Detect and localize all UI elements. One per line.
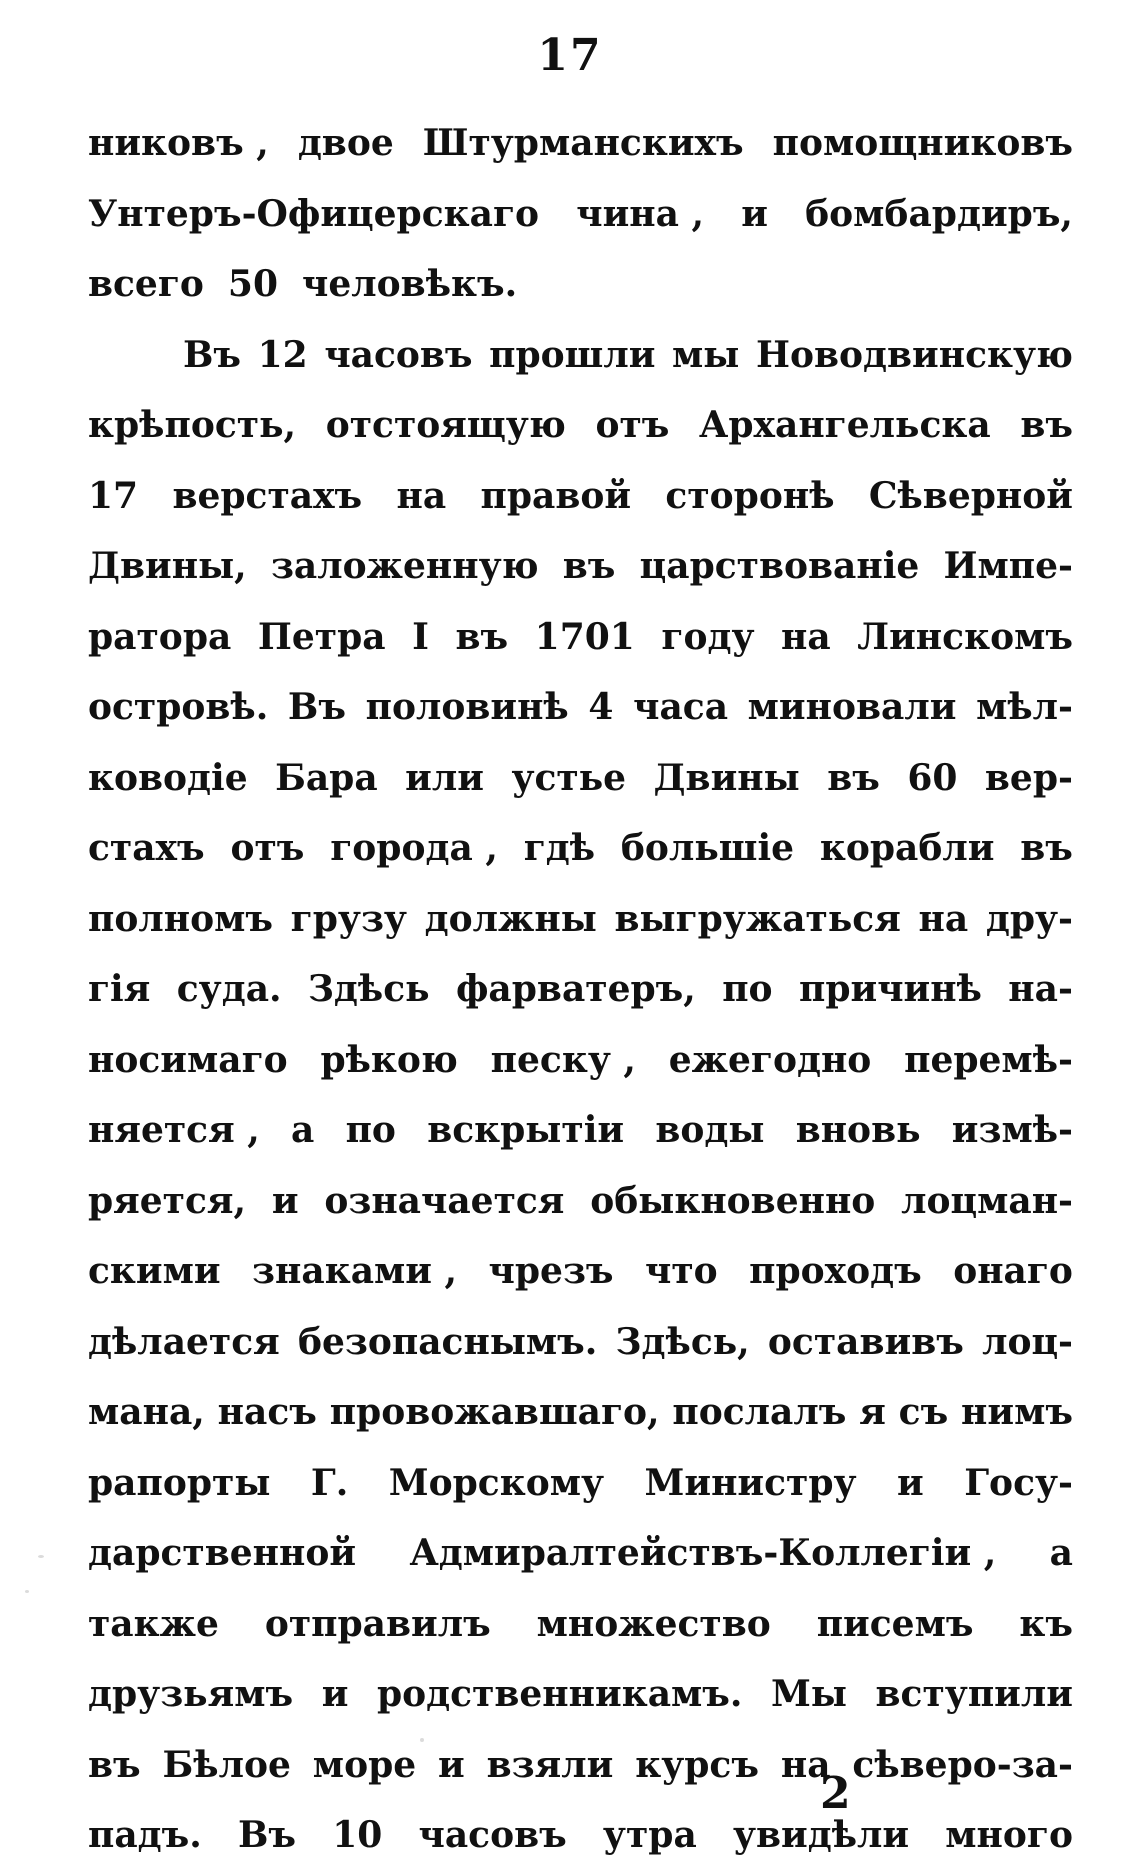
body-text [88, 108, 1073, 1871]
word: скими [88, 1250, 221, 1292]
word: я [859, 1391, 886, 1433]
text-line [88, 1025, 1073, 1096]
word: Въ [238, 1814, 297, 1856]
word: Г. [310, 1461, 349, 1504]
word: вскрытіи [427, 1109, 625, 1151]
page-number: 17 [537, 30, 603, 81]
word: заложенную [270, 545, 539, 587]
word: оставивъ [767, 1320, 964, 1363]
word: никовъ , [88, 122, 269, 164]
word: и [897, 1461, 924, 1504]
word: 50 [227, 263, 279, 305]
word: верстахъ [172, 474, 363, 517]
word: проходъ [749, 1250, 922, 1292]
word: море [312, 1743, 417, 1786]
word: друзьямъ [88, 1673, 294, 1715]
word: Госу- [964, 1461, 1073, 1504]
word: чрезъ [488, 1250, 614, 1292]
word: множество [536, 1602, 771, 1645]
word: Морскому [388, 1461, 605, 1504]
word: часовъ [418, 1814, 567, 1856]
word: Импе- [943, 545, 1073, 587]
word: ряется, [88, 1179, 247, 1222]
text-line [88, 390, 1073, 461]
text-line [88, 884, 1073, 955]
word: сторонѣ [665, 474, 835, 517]
word: на [781, 615, 831, 658]
word: суда. [176, 968, 282, 1010]
text-line [88, 1377, 1073, 1448]
word: Бара [275, 756, 378, 799]
word: вступили [875, 1673, 1073, 1715]
word: лоц- [982, 1320, 1073, 1363]
word: или [405, 756, 484, 799]
print-speck [25, 1590, 29, 1593]
word: Мы [771, 1673, 847, 1715]
word: сѣверо-за- [852, 1743, 1073, 1786]
word: няется , [88, 1109, 260, 1151]
word: Здѣсь, [615, 1320, 750, 1363]
word: ководіе [88, 756, 248, 799]
word: мы [672, 333, 740, 376]
text-line [88, 1659, 1073, 1730]
word: мана, [88, 1391, 205, 1433]
word: въ [1020, 827, 1073, 869]
text-line [88, 320, 1073, 391]
word: обыкновенно [590, 1179, 876, 1222]
word: дарственной [88, 1532, 357, 1574]
word: курсъ [635, 1743, 759, 1786]
word: Бѣлое [162, 1743, 291, 1786]
word: по [722, 968, 773, 1010]
text-line [88, 743, 1073, 814]
word: Петра [257, 615, 386, 658]
text-line [88, 1589, 1073, 1660]
word: часа [633, 686, 729, 728]
text-line [88, 461, 1073, 532]
word: 17 [88, 474, 139, 517]
word: чина , [576, 192, 705, 235]
word: Адмиралтействъ-Коллегіи , [409, 1532, 997, 1574]
word: ратора [88, 615, 232, 658]
word: съ [898, 1391, 949, 1433]
word: 4 [588, 686, 614, 728]
word: въ [1020, 404, 1073, 446]
word: провожавшаго, [329, 1391, 660, 1433]
word: носимаго [88, 1038, 288, 1081]
word: всего [88, 263, 204, 305]
text-line [88, 1166, 1073, 1237]
word: онаго [953, 1250, 1073, 1292]
word: Архангельска [699, 404, 991, 446]
word: Министру [644, 1461, 857, 1504]
word: Штурманскихъ [422, 122, 744, 164]
text-line [88, 179, 1073, 250]
word: 1701 [534, 615, 635, 658]
text-line [88, 1800, 1073, 1871]
word: въ [88, 1743, 141, 1786]
word: должны [424, 897, 597, 940]
word: Двины [653, 756, 800, 799]
word: грузу [290, 897, 407, 940]
text-line [88, 813, 1073, 884]
word: полномъ [88, 897, 273, 940]
word: причинѣ [798, 968, 982, 1010]
word: по [345, 1109, 396, 1151]
text-line [88, 954, 1073, 1025]
word: 60 [907, 756, 958, 799]
word: знаками , [252, 1250, 458, 1292]
word: насъ [217, 1391, 317, 1433]
word: и [741, 192, 768, 235]
word: Въ [183, 333, 242, 376]
word: Двины, [88, 545, 247, 587]
word: Здѣсь [307, 968, 430, 1010]
word: и [438, 1743, 465, 1786]
word: правой [480, 474, 632, 517]
word: бомбардиръ, [805, 192, 1073, 235]
word: дру- [985, 897, 1073, 940]
word: помощниковъ [772, 122, 1073, 164]
word: Унтеръ-Офицерскаго [88, 192, 540, 235]
word: лоцман- [901, 1179, 1073, 1222]
text-line [88, 1518, 1073, 1589]
word: вновь [795, 1109, 921, 1151]
word: на [918, 897, 969, 940]
word: человѣкъ. [302, 263, 518, 305]
word: писемъ [816, 1602, 974, 1645]
text-line [88, 1448, 1073, 1519]
word: въ [827, 756, 880, 799]
word: песку , [490, 1038, 636, 1081]
word: рапорты [88, 1461, 271, 1504]
word: двое [297, 122, 394, 164]
word: половинѣ [365, 686, 569, 728]
word: островѣ. [88, 686, 269, 728]
word: ежегодно [668, 1038, 872, 1081]
word: падъ. [88, 1814, 202, 1856]
word: царствованіе [639, 545, 920, 587]
word: отъ [230, 827, 305, 869]
word: крѣпость, [88, 404, 297, 446]
word: также [88, 1602, 219, 1645]
text-line [88, 531, 1073, 602]
signature-mark: 2 [820, 1768, 851, 1819]
word: послалъ [672, 1391, 847, 1433]
word: означается [324, 1179, 565, 1222]
word: гдѣ [523, 827, 596, 869]
text-line [88, 1095, 1073, 1166]
word: а [291, 1109, 315, 1151]
text-line [88, 672, 1073, 743]
word: фарватеръ, [455, 968, 696, 1010]
word: отправилъ [264, 1602, 491, 1645]
word: нимъ [961, 1391, 1073, 1433]
word: мѣл- [976, 686, 1073, 728]
word: году [661, 615, 755, 658]
text-line [88, 1236, 1073, 1307]
word: на- [1008, 968, 1073, 1010]
print-speck [420, 1738, 424, 1742]
text-line [88, 1307, 1073, 1378]
word: 10 [332, 1814, 383, 1856]
word: вер- [984, 756, 1073, 799]
word: и [321, 1673, 349, 1715]
word: часовъ [324, 333, 473, 376]
word: 12 [257, 333, 308, 376]
word: увидѣли [732, 1814, 910, 1856]
word: гія [88, 968, 151, 1010]
word: отъ [595, 404, 670, 446]
word: въ [455, 615, 509, 658]
word: рѣкою [320, 1038, 458, 1081]
print-speck [38, 1555, 44, 1558]
word: отстоящую [325, 404, 566, 446]
word: корабли [819, 827, 995, 869]
word: много [945, 1814, 1073, 1856]
word: устье [511, 756, 627, 799]
word: что [644, 1250, 718, 1292]
word: Сѣверной [868, 474, 1073, 517]
word: дѣлается [88, 1320, 280, 1363]
text-line [88, 249, 1073, 320]
word: утра [602, 1814, 697, 1856]
word: перемѣ- [904, 1038, 1073, 1081]
word: къ [1019, 1602, 1073, 1645]
word: въ [562, 545, 616, 587]
word: Новодвинскую [755, 333, 1073, 376]
word: Въ [287, 686, 346, 728]
word: города , [330, 827, 498, 869]
word: стахъ [88, 827, 205, 869]
word: I [412, 615, 429, 658]
word: на [780, 1743, 831, 1786]
word: миновали [747, 686, 957, 728]
word: безопаснымъ. [297, 1320, 598, 1363]
word: прошли [489, 333, 656, 376]
word: на [396, 474, 447, 517]
word: а [1049, 1532, 1073, 1574]
text-line [88, 108, 1073, 179]
word: Линскомъ [857, 615, 1073, 658]
word: большіе [620, 827, 795, 869]
word: измѣ- [951, 1109, 1073, 1151]
word: родственникамъ. [376, 1673, 743, 1715]
word: взяли [486, 1743, 614, 1786]
text-line [88, 602, 1073, 673]
word: воды [655, 1109, 765, 1151]
text-line [88, 1730, 1073, 1801]
word: и [271, 1179, 299, 1222]
word: выгружаться [614, 897, 901, 940]
